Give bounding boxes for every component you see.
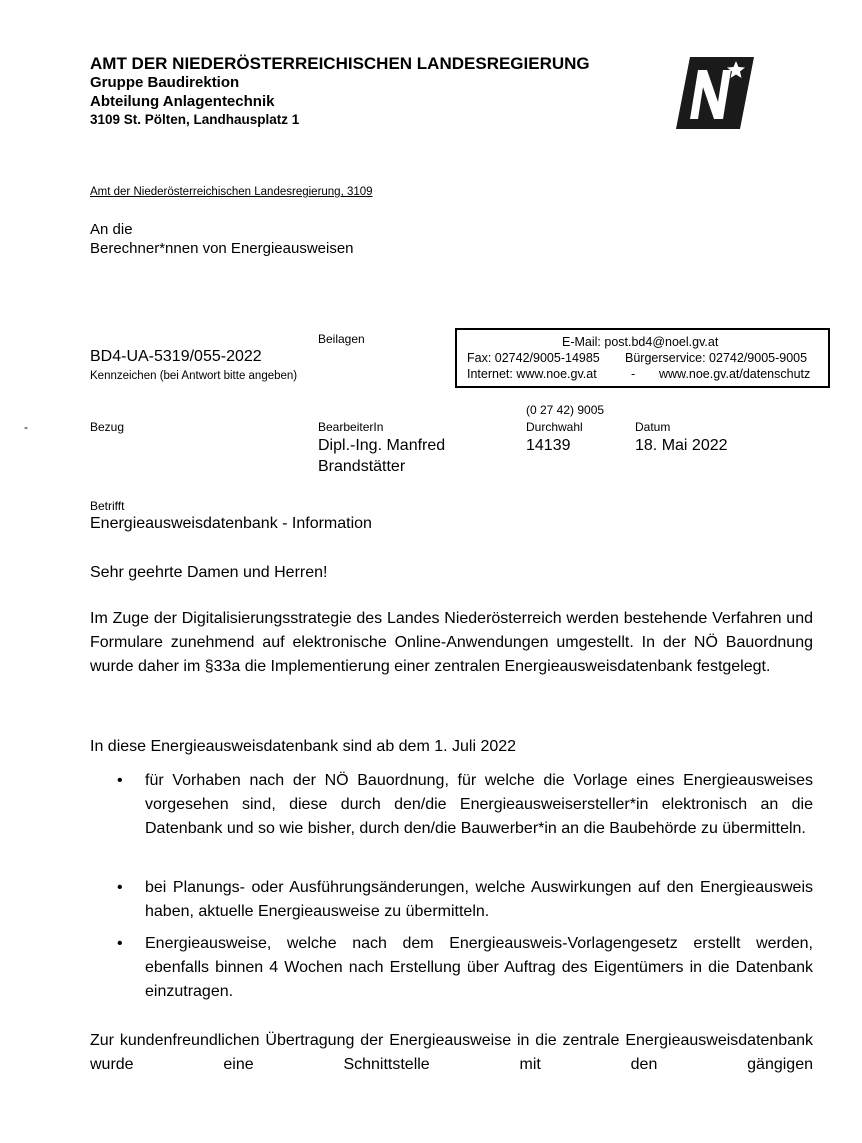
durchwahl-label: Durchwahl — [526, 420, 583, 434]
contact-email: E-Mail: post.bd4@noel.gv.at — [562, 335, 719, 349]
department-name: Abteilung Anlagentechnik — [90, 93, 275, 110]
list-item-text: für Vorhaben nach der NÖ Bauordnung, für welche die Vorlage eines Energieausweises vorgesehen sind, diese durch den/die Energieausweisersteller*in elektronisch an die Datenbank und so wie bisher, durch den/die Bauwerber*in an die Baubehörde zu übermitteln. — [145, 772, 813, 837]
bearbeiter-name-line-2: Brandstätter — [318, 458, 406, 475]
recipient-line-2: Berechner*nnen von Energieausweisen — [90, 240, 354, 257]
contact-box — [455, 328, 830, 388]
reference-note: Kennzeichen (bei Antwort bitte angeben) — [90, 370, 298, 382]
bezug-label: Bezug — [90, 420, 125, 434]
datum-value: 18. Mai 2022 — [635, 437, 728, 454]
list-item-text: bei Planungs- oder Ausführungsänderungen, welche Auswirkungen auf den Energieausweis haben, aktuelle Energieausweise zu übermitteln. — [145, 879, 813, 920]
bullet-list — [90, 769, 813, 1009]
bearbeiter-name-line-1: Dipl.-Ing. Manfred — [318, 437, 446, 454]
noe-logo-icon — [676, 57, 754, 129]
org-name: AMT DER NIEDERÖSTERREICHISCHEN LANDESREGIERUNG — [90, 54, 590, 73]
bullet-symbol: • — [117, 935, 123, 952]
paragraph-1: Im Zuge der Digitalisierungsstrategie des Landes Niederösterreich werden bestehende Verfahren und Formulare zunehmend auf elektronische Online-Anwendungen umgestellt. In der NÖ Bauordnung wurde daher im §33a die Implementierung einer zentralen Energieausweisdatenbank festgelegt. — [90, 610, 813, 675]
durchwahl-value: 14139 — [526, 437, 571, 454]
datum-label: Datum — [635, 420, 671, 434]
recipient-address — [90, 220, 354, 258]
list-item-text: Energieausweise, welche nach dem Energieausweis-Vorlagengesetz erstellt werden, ebenfalls binnen 4 Wochen nach Erstellung über Auftrag des Eigentümers in die Datenbank einzutragen. — [145, 935, 813, 1000]
paragraph-last: Zur kundenfreundlichen Übertragung der Energieausweise in die zentrale Energieausweisdatenbank wurde eine Schnittstelle mit den gängigen — [90, 1032, 813, 1073]
salutation: Sehr geehrte Damen und Herren! — [90, 564, 328, 581]
margin-dash: - — [24, 420, 28, 434]
subject-value: Energieausweisdatenbank - Information — [90, 515, 372, 532]
phone-prefix: (0 27 42) 9005 — [526, 403, 605, 417]
contact-separator: - — [631, 367, 636, 381]
subject-label: Betrifft — [90, 499, 125, 513]
reference-number: BD4-UA-5319/055-2022 — [90, 348, 262, 365]
group-name: Gruppe Baudirektion — [90, 74, 240, 91]
contact-buergerservice: Bürgerservice: 02742/9005-9005 — [625, 351, 808, 365]
recipient-line-1: An die — [90, 221, 133, 238]
sender-line: Amt der Niederösterreichischen Landesregierung, 3109 — [90, 186, 373, 198]
intro-line: In diese Energieausweisdatenbank sind ab dem 1. Juli 2022 — [90, 738, 517, 755]
bullet-symbol: • — [117, 879, 123, 896]
contact-datenschutz-link[interactable]: www.noe.gv.at/datenschutz — [659, 367, 811, 381]
contact-fax: Fax: 02742/9005-14985 — [467, 351, 600, 365]
contact-internet: Internet: www.noe.gv.at — [467, 367, 597, 381]
org-address: 3109 St. Pölten, Landhausplatz 1 — [90, 112, 300, 127]
bullet-symbol: • — [117, 772, 123, 789]
beilagen-label: Beilagen — [318, 332, 365, 346]
bearbeiter-label: BearbeiterIn — [318, 420, 384, 434]
